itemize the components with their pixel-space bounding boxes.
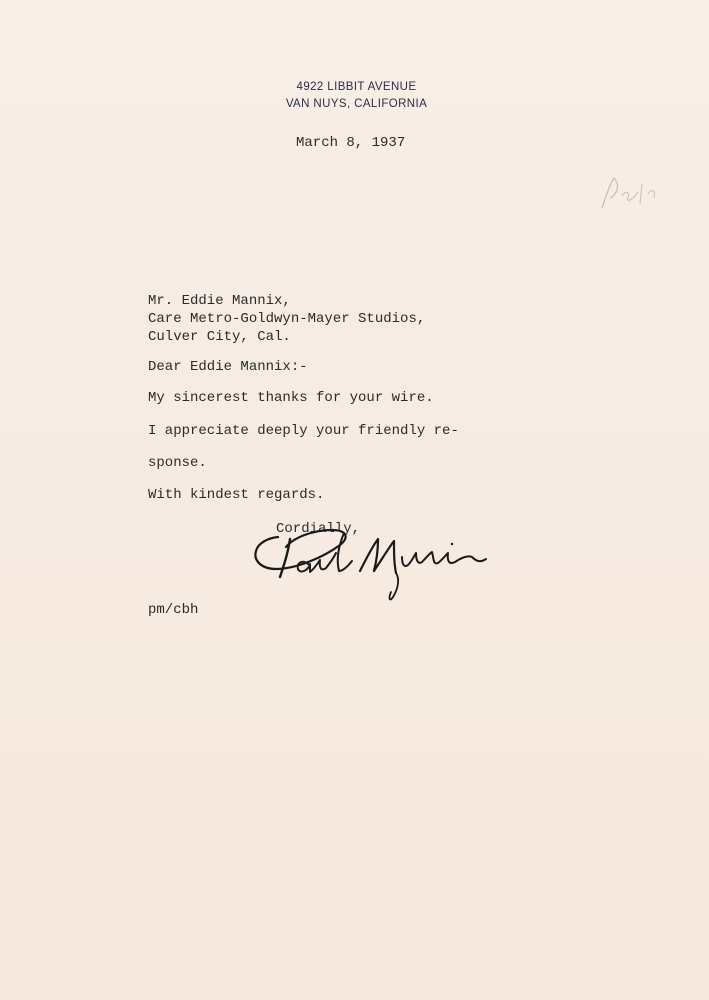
- letterhead: [0, 79, 709, 113]
- body-line-1: My sincerest thanks for your wire.: [148, 390, 434, 406]
- salutation: Dear Eddie Mannix:-: [148, 359, 308, 375]
- pencil-mark-icon: [596, 168, 666, 218]
- letterhead-city: VAN NUYS, CALIFORNIA: [285, 98, 428, 110]
- typist-initials: pm/cbh: [148, 602, 199, 618]
- letter-date: March 8, 1937: [296, 135, 406, 151]
- closing: Cordially,: [276, 521, 361, 537]
- recipient-company: Care Metro-Goldwyn-Mayer Studios,: [148, 311, 426, 327]
- recipient-name: Mr. Eddie Mannix,: [148, 293, 291, 309]
- recipient-city: Culver City, Cal.: [148, 329, 291, 345]
- body-line-4: With kindest regards.: [148, 487, 325, 503]
- body-line-3: sponse.: [148, 455, 207, 471]
- letterhead-street: 4922 LIBBIT AVENUE: [296, 81, 417, 93]
- signature: [248, 519, 498, 604]
- body-line-2: I appreciate deeply your friendly re-: [148, 423, 459, 439]
